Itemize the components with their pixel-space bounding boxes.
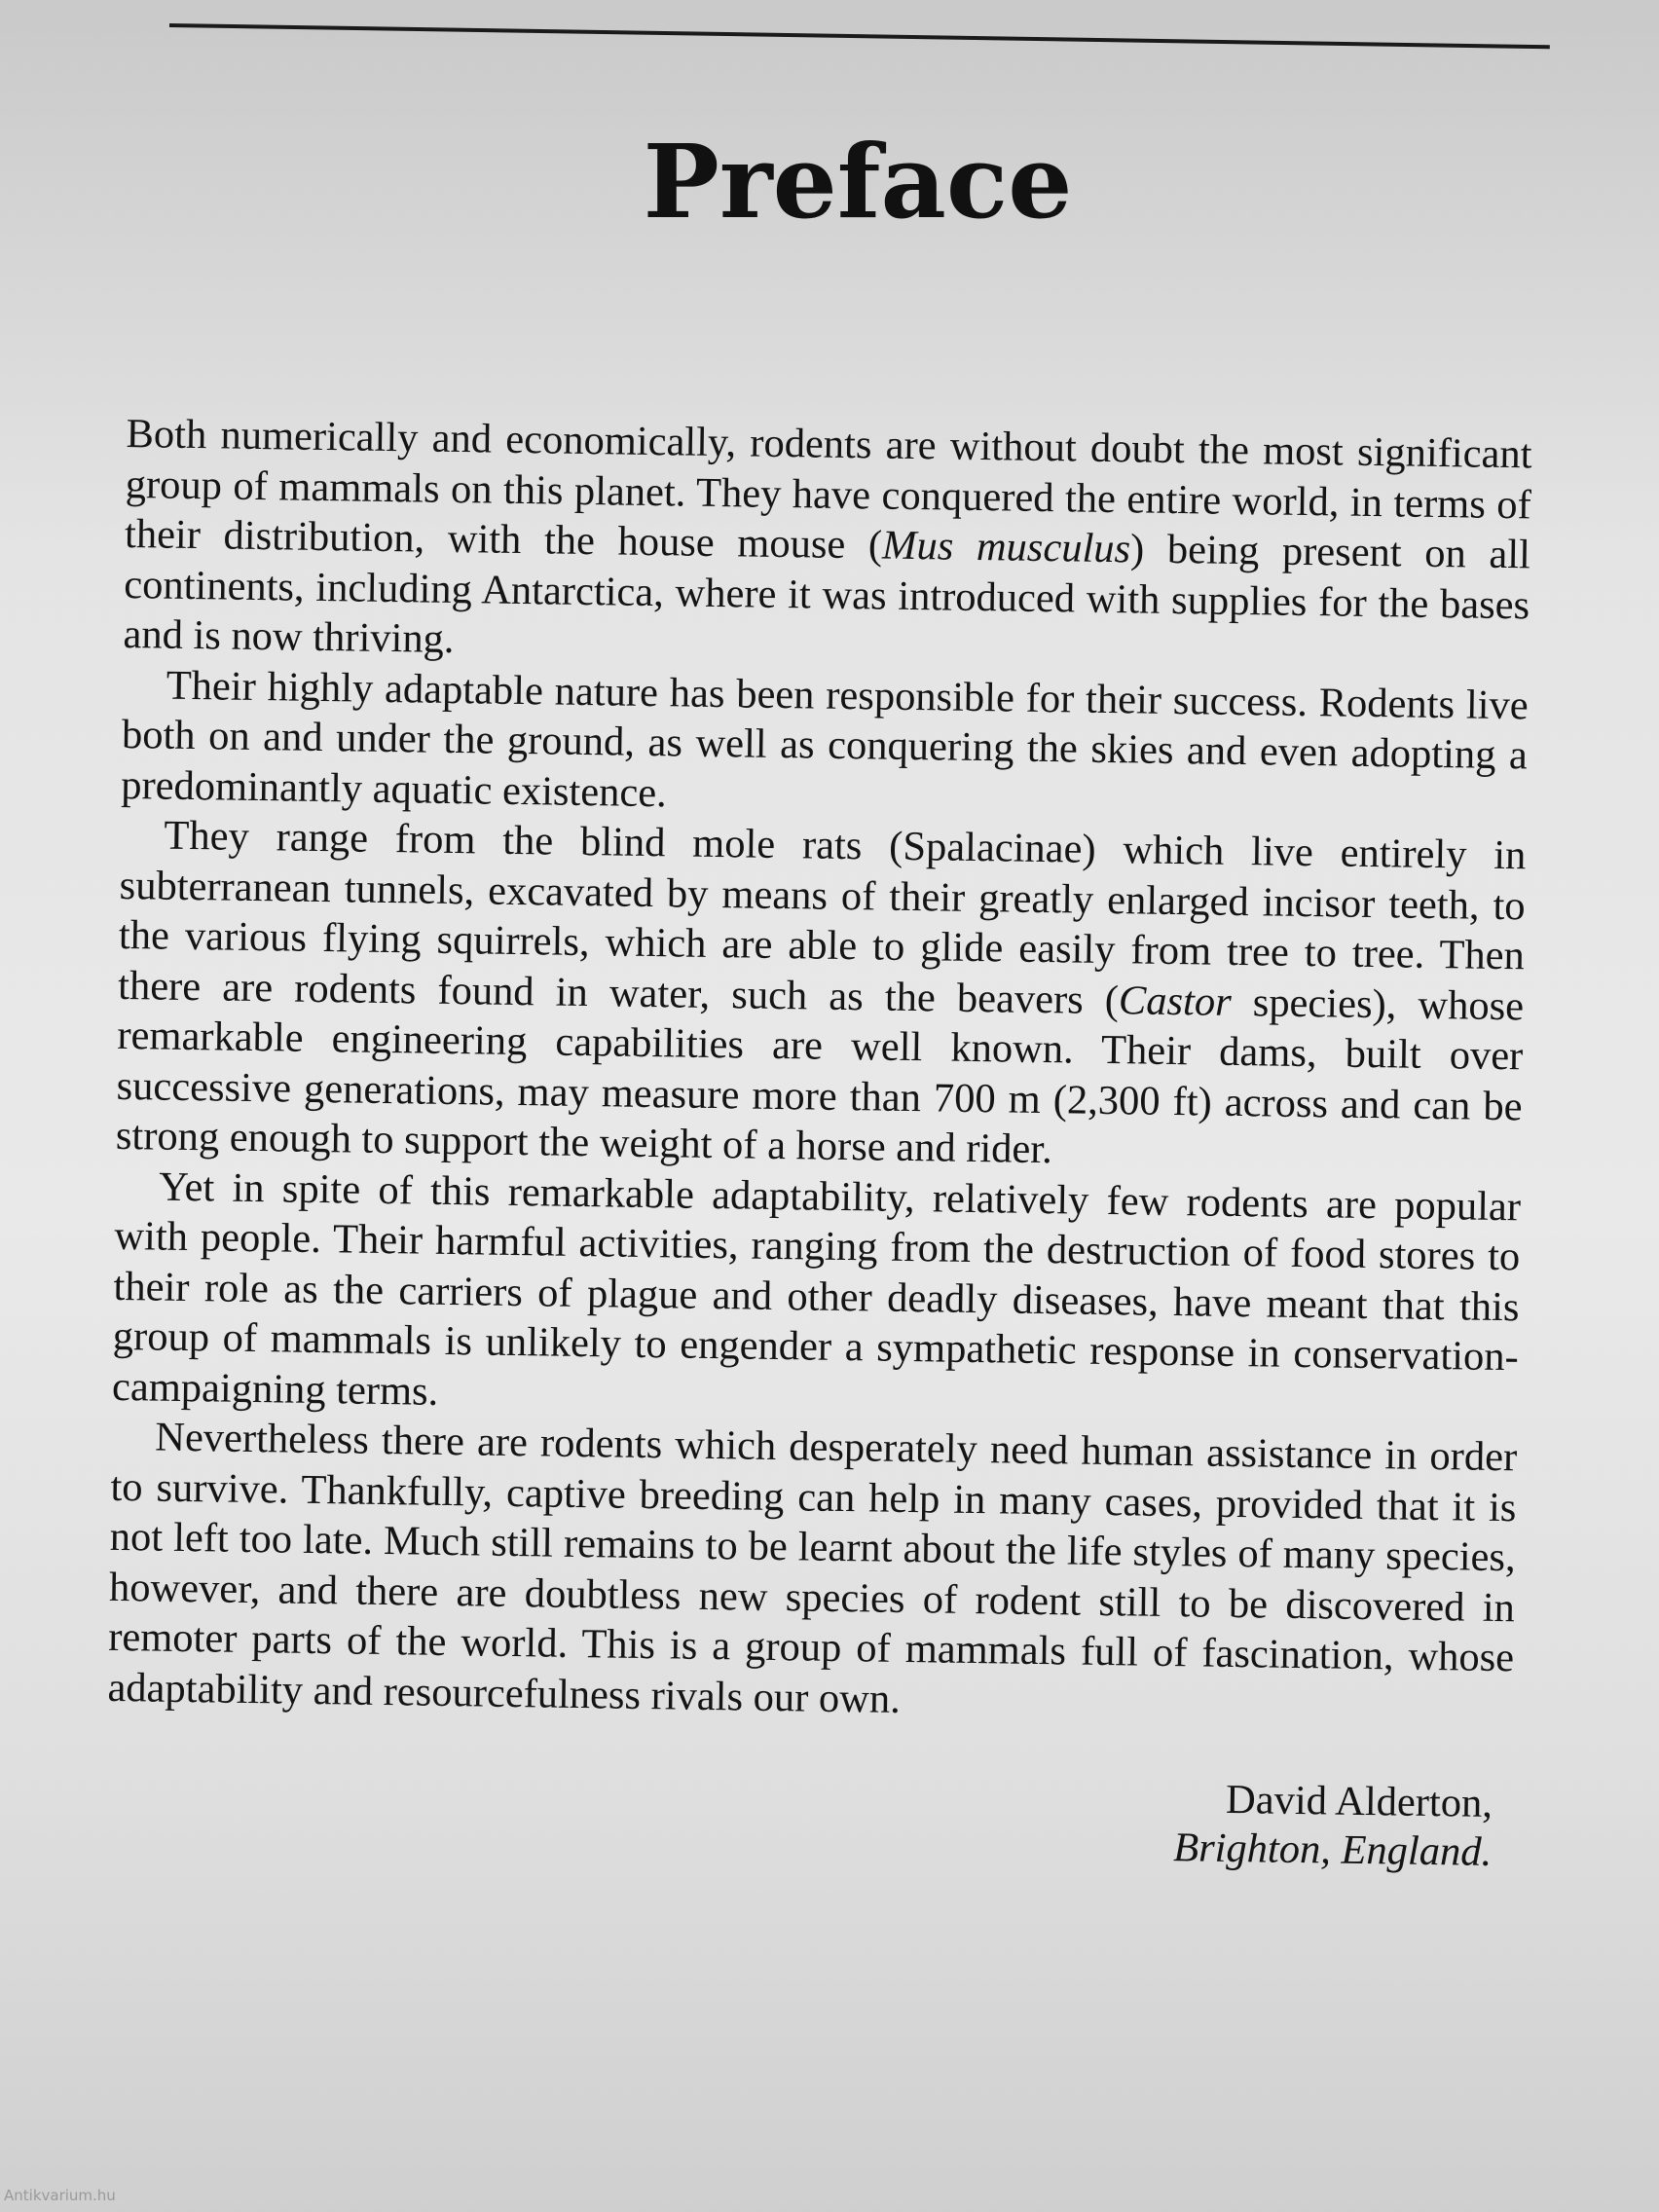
paragraph-5-text: Nevertheless there are rodents which desperately need human assistance in order to survive. Thankfully, captive breeding can help in many cases, provided that it is not left too late. Much still remains to be learnt about the life styles of many species, however, and there are doubtless new species of rodent still to be discovered in remoter parts of the world. This is a group of mammals full of fascination, whose adaptability and resourcefulness rivals our own.	[107, 1414, 1518, 1722]
top-rule	[169, 23, 1550, 49]
paragraph-3-text-2: species), whose remarkable engineering capabilities are well known. Their dams, built over successive generations, may measure more than 700 m (2,300 ft) across and can be strong enough to support the weight of a horse and rider.	[115, 978, 1525, 1173]
watermark: Antikvarium.hu	[4, 2187, 116, 2204]
paragraph-3	[116, 810, 1527, 1182]
paragraph-1-text-1: Both numerically and economically, rodents are without doubt the most significant group of mammals on this planet. They have conquered the entire world, in terms of their distribution, with the house mouse (	[124, 410, 1532, 569]
paragraph-1	[123, 409, 1532, 681]
paragraph-5	[107, 1412, 1517, 1733]
paragraph-1-text-2: ) being present on all continents, including Antarctica, where it was introduced with supplies for the bases and is now thriving.	[123, 526, 1531, 663]
paragraph-4-text: Yet in spite of this remarkable adaptability, relatively few rodents are popular with people. Their harmful activities, ranging from the destruction of food stores to their role as the carriers of plague and other deadly diseases, have meant that this group of mammals is unlikely to engender a sympathetic response in conservation-campaigning terms.	[111, 1163, 1522, 1415]
paragraph-2	[121, 659, 1529, 830]
genus-name-castor: Castor	[1118, 977, 1233, 1025]
paragraph-3-text-1: They range from the blind mole rats (Spalacinae) which live entirely in subterranean tunnels, excavated by means of their greatly enlarged incisor teeth, to the various flying squirrels, which are able to glide easily from tree to tree. Then there are rodents found in water, such as the beavers (	[117, 812, 1527, 1023]
author-signature	[105, 1759, 1512, 1877]
author-location: Brighton, England.	[1172, 1825, 1493, 1875]
author-name: David Alderton,	[1225, 1776, 1493, 1826]
page-title: Preface	[643, 122, 1073, 241]
preface-body	[105, 409, 1532, 1877]
paragraph-2-text: Their highly adaptable nature has been responsible for their success. Rodents live both on and under the ground, as well as conquering the skies and even adopting a predominantly aquatic existence.	[120, 662, 1529, 816]
paragraph-4	[112, 1161, 1522, 1432]
species-name-mus-musculus: Mus musculus	[881, 522, 1131, 572]
